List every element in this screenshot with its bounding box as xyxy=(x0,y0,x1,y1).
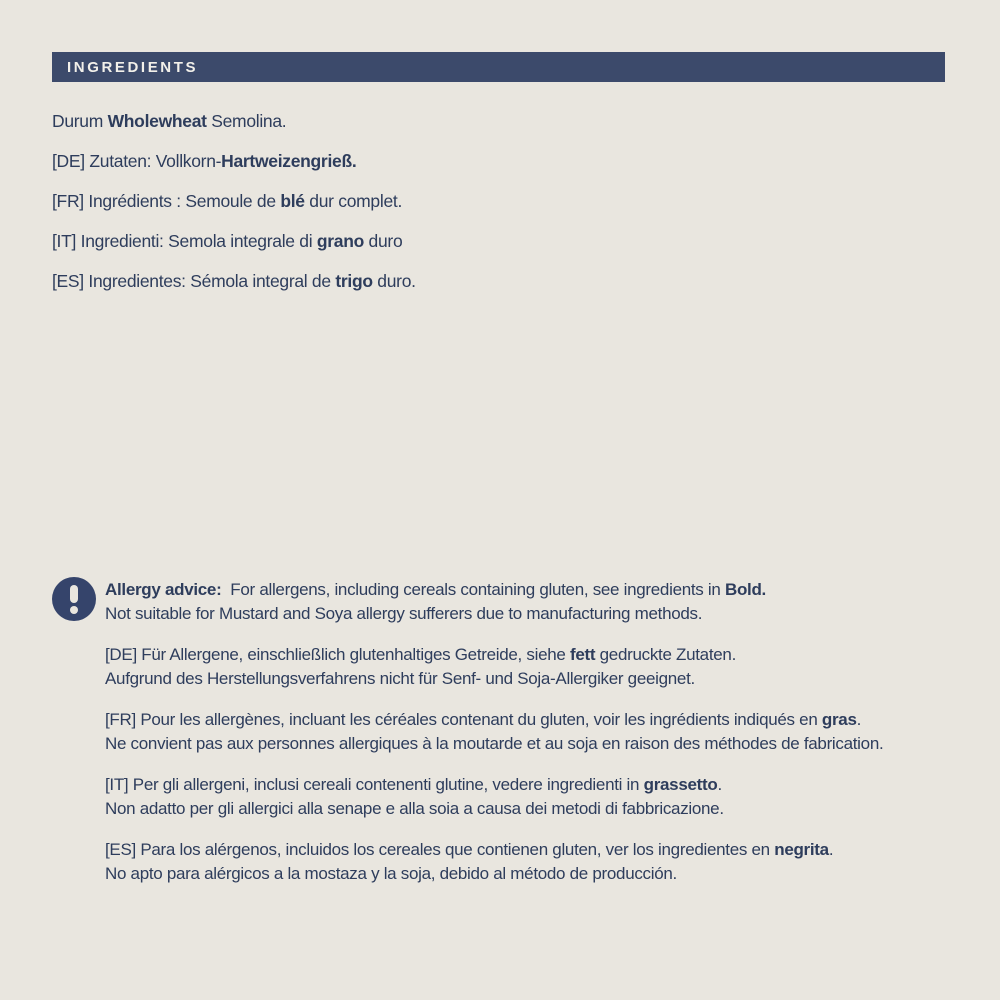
allergy-language-group xyxy=(105,578,952,625)
bold-text-segment: Bold. xyxy=(724,580,766,599)
allergy-language-group xyxy=(105,773,952,820)
allergy-line xyxy=(105,838,952,862)
bold-text-segment: Hartweizengrieß. xyxy=(221,151,357,171)
allergy-language-group xyxy=(105,708,952,755)
text-segment: [DE] Für Allergene, einschließlich glutenhaltiges Getreide, siehe xyxy=(105,645,570,664)
text-segment: dur complet. xyxy=(304,191,403,211)
allergy-language-group xyxy=(105,838,952,885)
ingredients-header-title: INGREDIENTS xyxy=(67,59,199,76)
text-segment: No apto para alérgicos a la mostaza y la soja, debido al método de producción. xyxy=(105,863,677,883)
text-segment: Ne convient pas aux personnes allergiques à la moutarde et au soja en raison des méthodes de fabrication. xyxy=(105,733,884,753)
ingredients-list xyxy=(52,101,945,301)
allergy-line xyxy=(105,732,952,756)
text-segment: gedruckte Zutaten. xyxy=(595,645,736,664)
bold-text-segment: grano xyxy=(316,231,364,251)
ingredient-line xyxy=(52,221,945,261)
text-segment: Not suitable for Mustard and Soya allergy sufferers due to manufacturing methods. xyxy=(105,603,703,623)
text-segment: [DE] Zutaten: Vollkorn- xyxy=(52,151,222,171)
allergy-line xyxy=(105,862,952,886)
ingredient-line xyxy=(52,261,945,301)
allergy-line xyxy=(105,643,952,667)
exclamation-circle-icon xyxy=(52,577,96,621)
bold-text-segment: negrita xyxy=(774,840,829,859)
allergy-line xyxy=(105,667,952,691)
allergy-advice-section xyxy=(52,577,952,903)
ingredient-line xyxy=(52,181,945,221)
ingredient-line xyxy=(52,101,945,141)
text-segment: . xyxy=(828,840,834,859)
bold-text-segment: Allergy advice: xyxy=(105,580,222,599)
bold-text-segment: Wholewheat xyxy=(107,111,207,131)
text-segment: [ES] Para los alérgenos, incluidos los cereales que contienen gluten, ver los ingredientes en xyxy=(105,840,775,859)
text-segment: Durum xyxy=(52,111,108,131)
bold-text-segment: fett xyxy=(569,645,596,664)
text-segment: . xyxy=(856,710,862,729)
exclamation-stem xyxy=(70,585,78,603)
exclamation-dot xyxy=(70,606,78,614)
text-segment: [FR] Pour les allergènes, incluant les céréales contenant du gluten, voir les ingrédients indiqués en xyxy=(105,710,822,729)
ingredients-header-bar xyxy=(52,52,945,82)
bold-text-segment: blé xyxy=(280,191,305,211)
text-segment: [IT] Per gli allergeni, inclusi cereali contenenti glutine, vedere ingredienti in xyxy=(105,775,644,794)
text-segment: Aufgrund des Herstellungsverfahrens nicht für Senf- und Soja-Allergiker geeignet. xyxy=(105,668,695,688)
bold-text-segment: gras xyxy=(821,710,857,729)
allergy-line xyxy=(105,602,952,626)
text-segment: [IT] Ingredienti: Semola integrale di xyxy=(52,231,317,251)
text-segment: duro xyxy=(363,231,403,251)
allergy-language-group xyxy=(105,643,952,690)
text-segment: Semolina. xyxy=(206,111,287,131)
text-segment: Non adatto per gli allergici alla senape e alla soia a causa dei metodi di fabbricazione. xyxy=(105,798,724,818)
bold-text-segment: grassetto xyxy=(643,775,718,794)
text-segment: . xyxy=(717,775,722,794)
allergy-line xyxy=(105,578,952,602)
allergy-advice-text xyxy=(105,577,952,903)
allergy-line xyxy=(105,773,952,797)
text-segment: [FR] Ingrédients : Semoule de xyxy=(52,191,281,211)
bold-text-segment: trigo xyxy=(335,271,373,291)
allergy-line xyxy=(105,708,952,732)
text-segment: [ES] Ingredientes: Sémola integral de xyxy=(52,271,336,291)
ingredient-line xyxy=(52,141,945,181)
text-segment: duro. xyxy=(372,271,416,291)
text-segment: For allergens, including cereals containing gluten, see ingredients in xyxy=(221,580,725,599)
allergy-line xyxy=(105,797,952,821)
